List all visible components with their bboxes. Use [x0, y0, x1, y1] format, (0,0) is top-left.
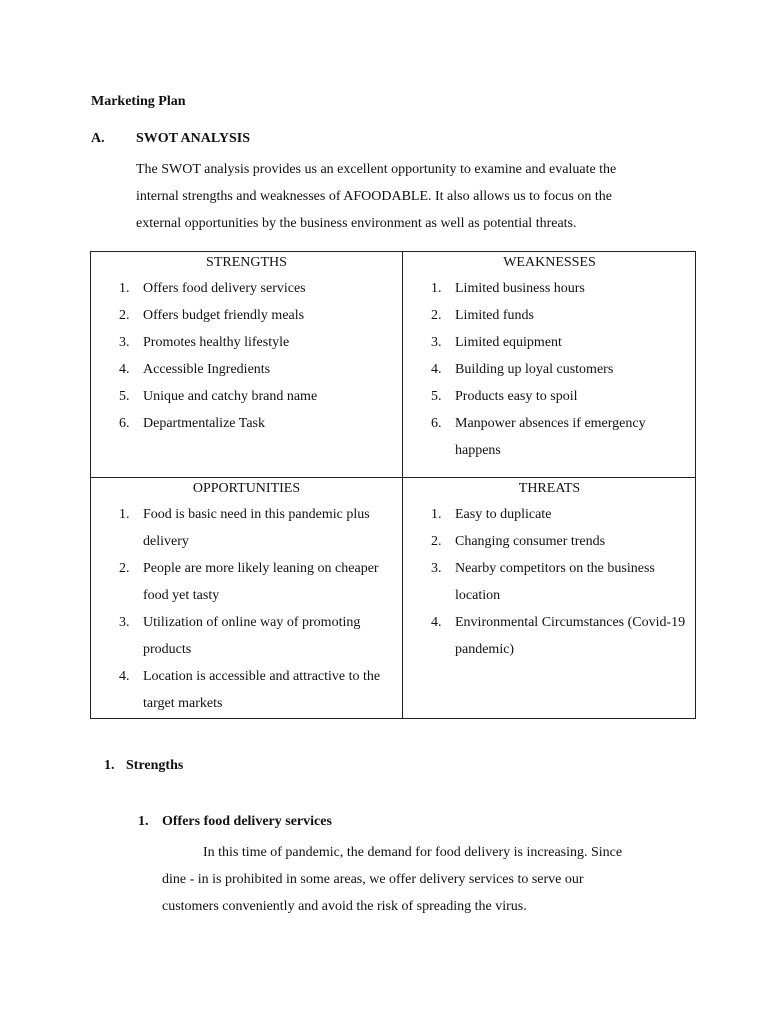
item-text: Departmentalize Task	[143, 416, 265, 431]
item-text: Location is accessible and attractive to the target markets	[143, 669, 381, 711]
list-item	[403, 501, 696, 528]
item-number: 4.	[119, 669, 130, 684]
list-item	[403, 329, 696, 356]
subsection-heading: Offers food delivery services	[162, 814, 332, 829]
item-number: 1.	[431, 281, 442, 296]
item-text: Environmental Circumstances (Covid-19 pandemic)	[455, 615, 686, 657]
list-item	[403, 410, 696, 464]
item-text: Unique and catchy brand name	[143, 389, 318, 404]
item-text: Food is basic need in this pandemic plus delivery	[143, 507, 370, 549]
item-number: 3.	[431, 561, 442, 576]
strengths-list	[91, 275, 402, 437]
subsection-number: 1.	[138, 814, 149, 829]
weaknesses-list	[403, 275, 696, 464]
item-text: Utilization of online way of promoting products	[143, 615, 361, 657]
list-item	[403, 383, 696, 410]
item-number: 1.	[119, 281, 130, 296]
strengths-section-number: 1.	[104, 758, 115, 773]
item-text: People are more likely leaning on cheaper food yet tasty	[143, 561, 379, 603]
item-number: 5.	[119, 389, 130, 404]
list-item	[403, 528, 696, 555]
section-letter: A.	[91, 131, 105, 146]
list-item	[91, 501, 402, 555]
document-title: Marketing Plan	[91, 94, 186, 109]
item-text: Promotes healthy lifestyle	[143, 335, 290, 350]
item-number: 1.	[119, 507, 130, 522]
weaknesses-heading: WEAKNESSES	[503, 255, 596, 270]
item-number: 4.	[119, 362, 130, 377]
item-text: Limited business hours	[455, 281, 585, 296]
item-text: Accessible Ingredients	[143, 362, 271, 377]
item-text: Offers food delivery services	[143, 281, 306, 296]
list-item	[91, 302, 402, 329]
item-text: Limited funds	[455, 308, 534, 323]
threats-quadrant	[403, 478, 696, 663]
item-text: Building up loyal customers	[455, 362, 614, 377]
item-text: Changing consumer trends	[455, 534, 606, 549]
list-item	[403, 609, 696, 663]
strengths-quadrant	[91, 252, 402, 437]
opportunities-quadrant	[91, 478, 402, 717]
item-number: 1.	[431, 507, 442, 522]
item-text: Easy to duplicate	[455, 507, 552, 522]
list-item	[91, 555, 402, 609]
item-text: Limited equipment	[455, 335, 562, 350]
item-number: 3.	[119, 335, 130, 350]
paragraph-line: dine - in is prohibited in some areas, we offer delivery services to serve our	[162, 872, 584, 887]
list-item	[403, 302, 696, 329]
item-number: 2.	[119, 308, 130, 323]
item-number: 2.	[431, 534, 442, 549]
section-title: SWOT ANALYSIS	[136, 131, 251, 146]
threats-heading: THREATS	[518, 481, 581, 496]
list-item	[91, 663, 402, 717]
swot-table	[90, 251, 696, 719]
strengths-heading: STRENGTHS	[206, 255, 287, 270]
item-number: 3.	[119, 615, 130, 630]
intro-line: external opportunities by the business environment as well as potential threats.	[136, 216, 577, 231]
list-item	[91, 609, 402, 663]
list-item	[91, 329, 402, 356]
item-text: Offers budget friendly meals	[143, 308, 305, 323]
list-item	[91, 383, 402, 410]
list-item	[403, 275, 696, 302]
list-item	[91, 275, 402, 302]
list-item	[403, 356, 696, 383]
opportunities-heading: OPPORTUNITIES	[192, 481, 301, 496]
item-text: Nearby competitors on the business location	[455, 561, 655, 603]
paragraph-line: In this time of pandemic, the demand for food delivery is increasing. Since	[203, 845, 623, 860]
item-text: Manpower absences if emergency happens	[455, 416, 646, 458]
threats-list	[403, 501, 696, 663]
intro-line: The SWOT analysis provides us an excellent opportunity to examine and evaluate the	[136, 162, 617, 177]
item-number: 6.	[431, 416, 442, 431]
item-number: 2.	[431, 308, 442, 323]
list-item	[403, 555, 696, 609]
list-item	[91, 356, 402, 383]
item-number: 6.	[119, 416, 130, 431]
paragraph-line: customers conveniently and avoid the risk of spreading the virus.	[162, 899, 527, 914]
weaknesses-quadrant	[403, 252, 696, 464]
item-number: 3.	[431, 335, 442, 350]
strengths-section-heading: Strengths	[126, 758, 184, 773]
item-number: 4.	[431, 362, 442, 377]
item-text: Products easy to spoil	[455, 389, 578, 404]
intro-line: internal strengths and weaknesses of AFOODABLE. It also allows us to focus on the	[136, 189, 612, 204]
item-number: 5.	[431, 389, 442, 404]
item-number: 4.	[431, 615, 442, 630]
item-number: 2.	[119, 561, 130, 576]
list-item	[91, 410, 402, 437]
opportunities-list	[91, 501, 402, 717]
